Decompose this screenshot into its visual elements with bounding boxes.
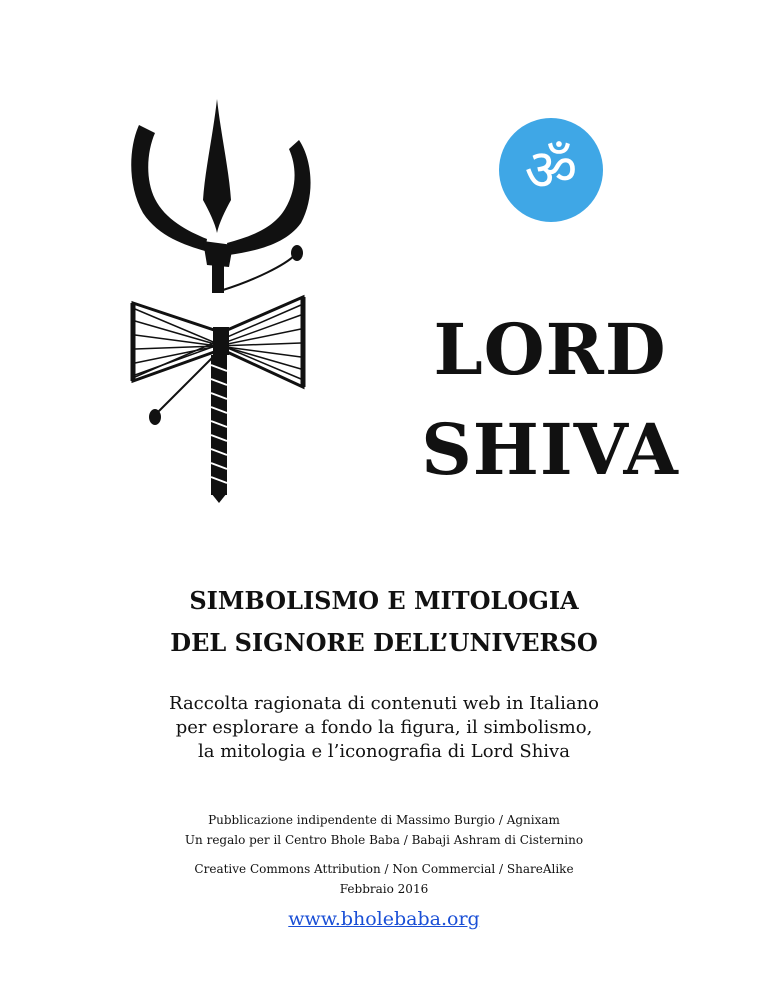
subtitle-line-2: DEL SIGNORE DELL’UNIVERSO (170, 628, 598, 657)
om-symbol: ॐ (524, 136, 578, 204)
om-icon (499, 118, 603, 222)
title-line-2: SHIVA (421, 408, 679, 491)
subtitle-line-1: SIMBOLISMO E MITOLOGIA (189, 586, 579, 615)
main-title (405, 300, 695, 500)
subtitle (0, 580, 768, 664)
description-line-3: la mitologia e l’iconografia di Lord Shiva (198, 741, 570, 762)
license (0, 859, 768, 899)
website (0, 906, 768, 932)
website-link[interactable]: www.bholebaba.org (288, 908, 480, 930)
description (0, 692, 768, 764)
license-line: Creative Commons Attribution / Non Commercial / ShareAlike (194, 862, 574, 876)
credits (0, 810, 768, 850)
description-line-1: Raccolta ragionata di contenuti web in Italiano (168, 693, 600, 714)
title-line-1: LORD (433, 308, 667, 391)
publication-date: Febbraio 2016 (339, 882, 429, 896)
credits-line-2: Un regalo per il Centro Bhole Baba / Babaji Ashram di Cisternino (184, 833, 584, 847)
trishul-damaru-icon (125, 95, 330, 503)
credits-line-1: Pubblicazione indipendente di Massimo Burgio / Agnixam (208, 813, 560, 827)
description-line-2: per esplorare a fondo la figura, il simbolismo, (175, 717, 593, 738)
